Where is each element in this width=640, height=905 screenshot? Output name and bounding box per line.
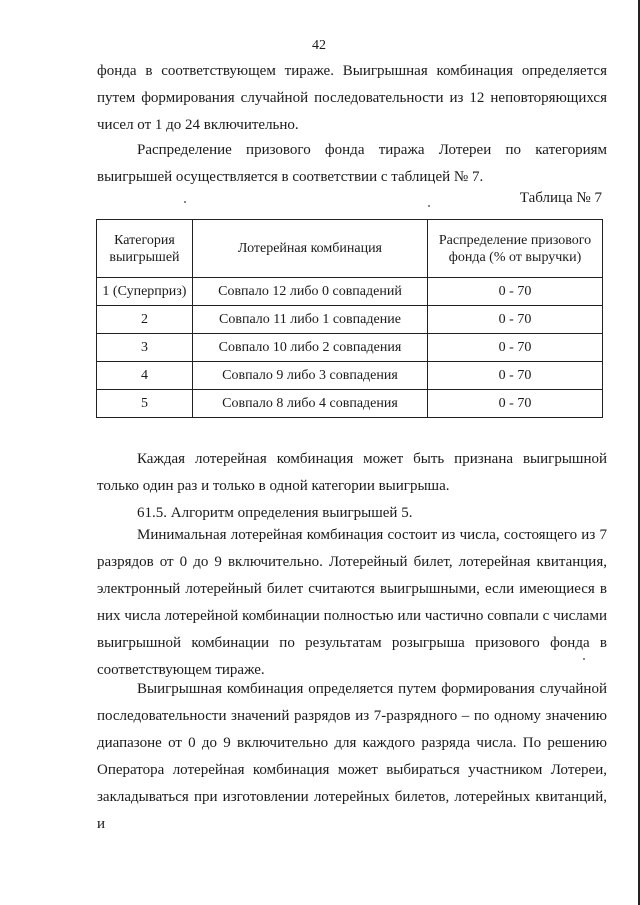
scan-speck <box>184 201 186 203</box>
table-row <box>97 334 603 362</box>
cell-category: 2 <box>97 306 193 334</box>
header-category: Категория выигрышей <box>97 220 193 278</box>
cell-category: 3 <box>97 334 193 362</box>
cell-combination: Совпало 9 либо 3 совпадения <box>192 362 427 390</box>
paragraph-single-win-rule: Каждая лотерейная комбинация может быть признана выигрышной только один раз и только в одной категории выигрыша. <box>97 451 607 494</box>
paragraph-algorithm-heading: 61.5. Алгоритм определения выигрышей 5. <box>137 505 413 521</box>
table-header-row <box>97 220 603 278</box>
table-caption: Таблица № 7 <box>519 190 602 206</box>
paragraph-distribution-intro: Распределение призового фонда тиража Лотереи по категориям выигрышей осуществляется в соответствии с таблицей № 7. <box>97 142 607 185</box>
cell-combination: Совпало 8 либо 4 совпадения <box>192 390 427 418</box>
cell-distribution: 0 - 70 <box>428 362 603 390</box>
prize-distribution-table <box>96 219 603 418</box>
paragraph-minimal-combination: Минимальная лотерейная комбинация состоит из числа, состоящего из 7 разрядов от 0 до 9 включительно. Лотерейный билет, лотерейная квитанция, электронный лотерейный билет считаются выигрышными, если имеющиеся в них числа лотерейной комбинации полностью или частично совпали с числами выигрышной комбинации по результатам розыгрыша призового фонда в соответствующем тираже. <box>97 527 607 678</box>
cell-combination: Совпало 10 либо 2 совпадения <box>192 334 427 362</box>
paragraph-winning-combination: Выигрышная комбинация определяется путем формирования случайной последовательности значений разрядов из 7-разрядного – по одному значению диапазоне от 0 до 9 включительно для каждого разряда числа. По решению Оператора лотерейная комбинация может выбираться участником Лотереи, закладываться при изготовлении лотерейных билетов, лотерейных квитанций, и <box>97 681 607 832</box>
cell-category: 4 <box>97 362 193 390</box>
cell-distribution: 0 - 70 <box>428 334 603 362</box>
cell-combination: Совпало 12 либо 0 совпадений <box>192 278 427 306</box>
cell-distribution: 0 - 70 <box>428 390 603 418</box>
header-distribution: Распределение призового фонда (% от выручки) <box>428 220 603 278</box>
cell-combination: Совпало 11 либо 1 совпадение <box>192 306 427 334</box>
page-number: 42 <box>312 38 326 53</box>
paragraph-prize-fund-continuation: фонда в соответствующем тираже. Выигрышная комбинация определяется путем формирования случайной последовательности из 12 неповторяющихся чисел от 1 до 24 включительно. <box>97 63 607 133</box>
table-row <box>97 362 603 390</box>
scan-speck <box>428 205 430 207</box>
header-combination: Лотерейная комбинация <box>192 220 427 278</box>
cell-distribution: 0 - 70 <box>428 306 603 334</box>
cell-category: 1 (Суперприз) <box>97 278 193 306</box>
table-row <box>97 306 603 334</box>
table-row <box>97 278 603 306</box>
scan-speck <box>583 658 585 660</box>
cell-category: 5 <box>97 390 193 418</box>
table-row <box>97 390 603 418</box>
cell-distribution: 0 - 70 <box>428 278 603 306</box>
